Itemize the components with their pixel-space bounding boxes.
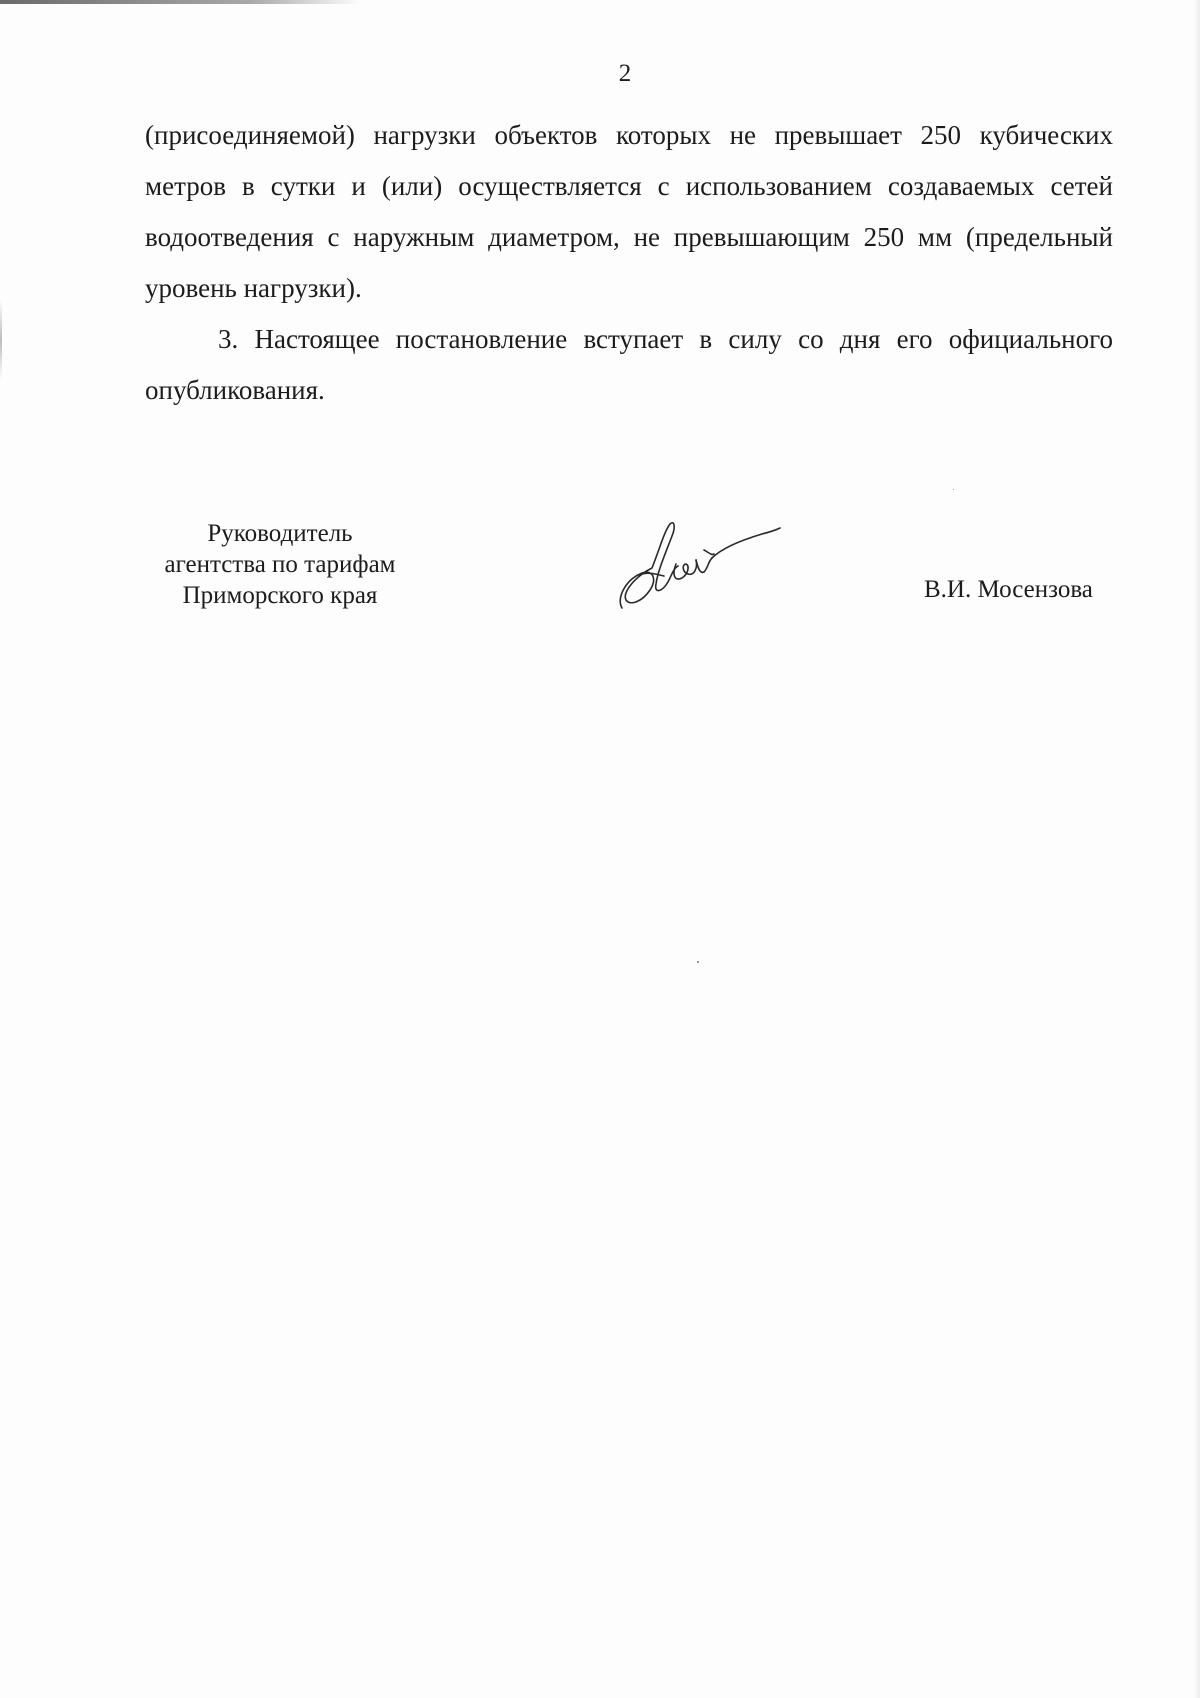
paragraph-line: метров в сутки и (или) осуществляется с использованием создаваемых сетей <box>145 171 1113 201</box>
body-text <box>145 110 1113 416</box>
paragraph-line: 3. Настоящее постановление вступает в силу со дня его официального <box>218 324 1113 354</box>
signatory-position-line: Приморского края <box>182 582 378 609</box>
signatory-position <box>140 518 420 611</box>
page-number: 2 <box>618 60 632 87</box>
paragraph-load-limit <box>145 110 1113 314</box>
scan-speck <box>953 489 954 490</box>
paragraph-line: (присоединяемой) нагрузки объектов которых не превышает 250 кубических <box>145 120 1113 150</box>
scan-edge-shadow-left <box>0 300 2 380</box>
paragraph-line: опубликования. <box>145 375 325 405</box>
signatory-position-line: Руководитель <box>207 520 353 547</box>
scan-edge-shadow-right <box>1194 0 1200 1698</box>
scan-edge-shadow-top <box>0 0 360 4</box>
scan-speck <box>697 961 699 963</box>
handwritten-signature <box>612 518 782 618</box>
paragraph-line: уровень нагрузки). <box>145 273 362 303</box>
signatory-position-line: агентства по тарифам <box>164 551 396 578</box>
paragraph-line: водоотведения с наружным диаметром, не превышающим 250 мм (предельный <box>145 222 1113 252</box>
paragraph-effective-date <box>145 314 1113 416</box>
signatory-name: В.И. Мосензова <box>924 576 1093 603</box>
